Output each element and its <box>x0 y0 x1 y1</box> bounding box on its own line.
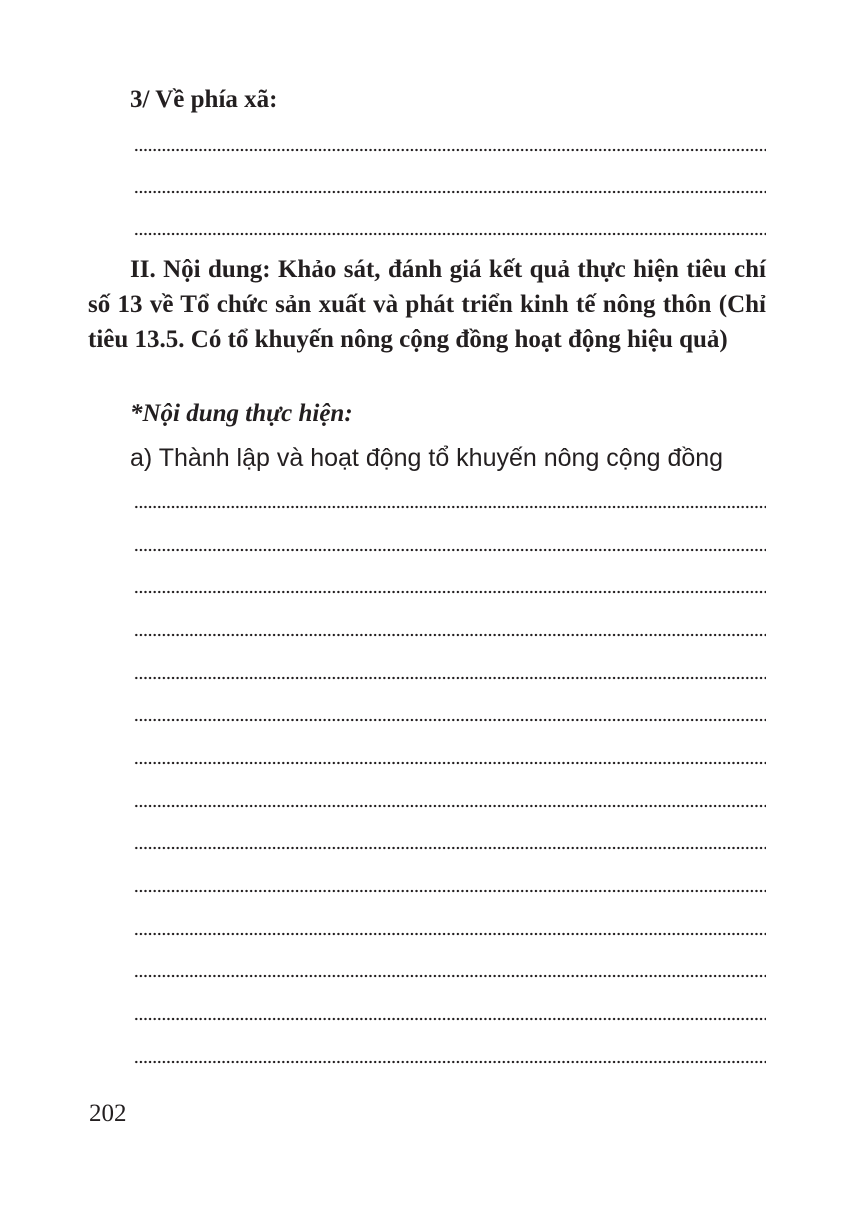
blank-line-dotted <box>134 974 766 978</box>
blank-line-dotted <box>134 590 766 594</box>
section-2-heading: II. Nội dung: Khảo sát, đánh giá kết quả thực hiện tiêu chí số 13 về Tổ chức sản xuất và phát triển kinh tế nông thôn (Chỉ tiêu 13.5. Có tổ khuyến nông cộng đồng hoạt động hiệu quả) <box>88 256 766 353</box>
blank-line-dotted <box>134 804 766 808</box>
page-number: 202 <box>89 1100 127 1127</box>
blank-line-dotted <box>134 1060 766 1064</box>
blank-line-dotted <box>134 190 766 194</box>
blank-line-dotted <box>134 548 766 552</box>
content-subheading: *Nội dung thực hiện: <box>130 400 353 427</box>
blank-line-dotted <box>134 232 766 236</box>
blank-line-dotted <box>134 932 766 936</box>
blank-line-dotted <box>134 846 766 850</box>
blank-line-dotted <box>134 718 766 722</box>
blank-line-dotted <box>134 633 766 637</box>
blank-line-dotted <box>134 505 766 509</box>
blank-line-dotted <box>134 761 766 765</box>
blank-line-dotted <box>134 889 766 893</box>
blank-line-dotted <box>134 148 766 152</box>
section-3-heading: 3/ Về phía xã: <box>130 86 278 113</box>
blank-line-dotted <box>134 1017 766 1021</box>
blank-line-dotted <box>134 676 766 680</box>
item-a-text: a) Thành lập và hoạt động tổ khuyến nông cộng đồng <box>130 444 724 472</box>
